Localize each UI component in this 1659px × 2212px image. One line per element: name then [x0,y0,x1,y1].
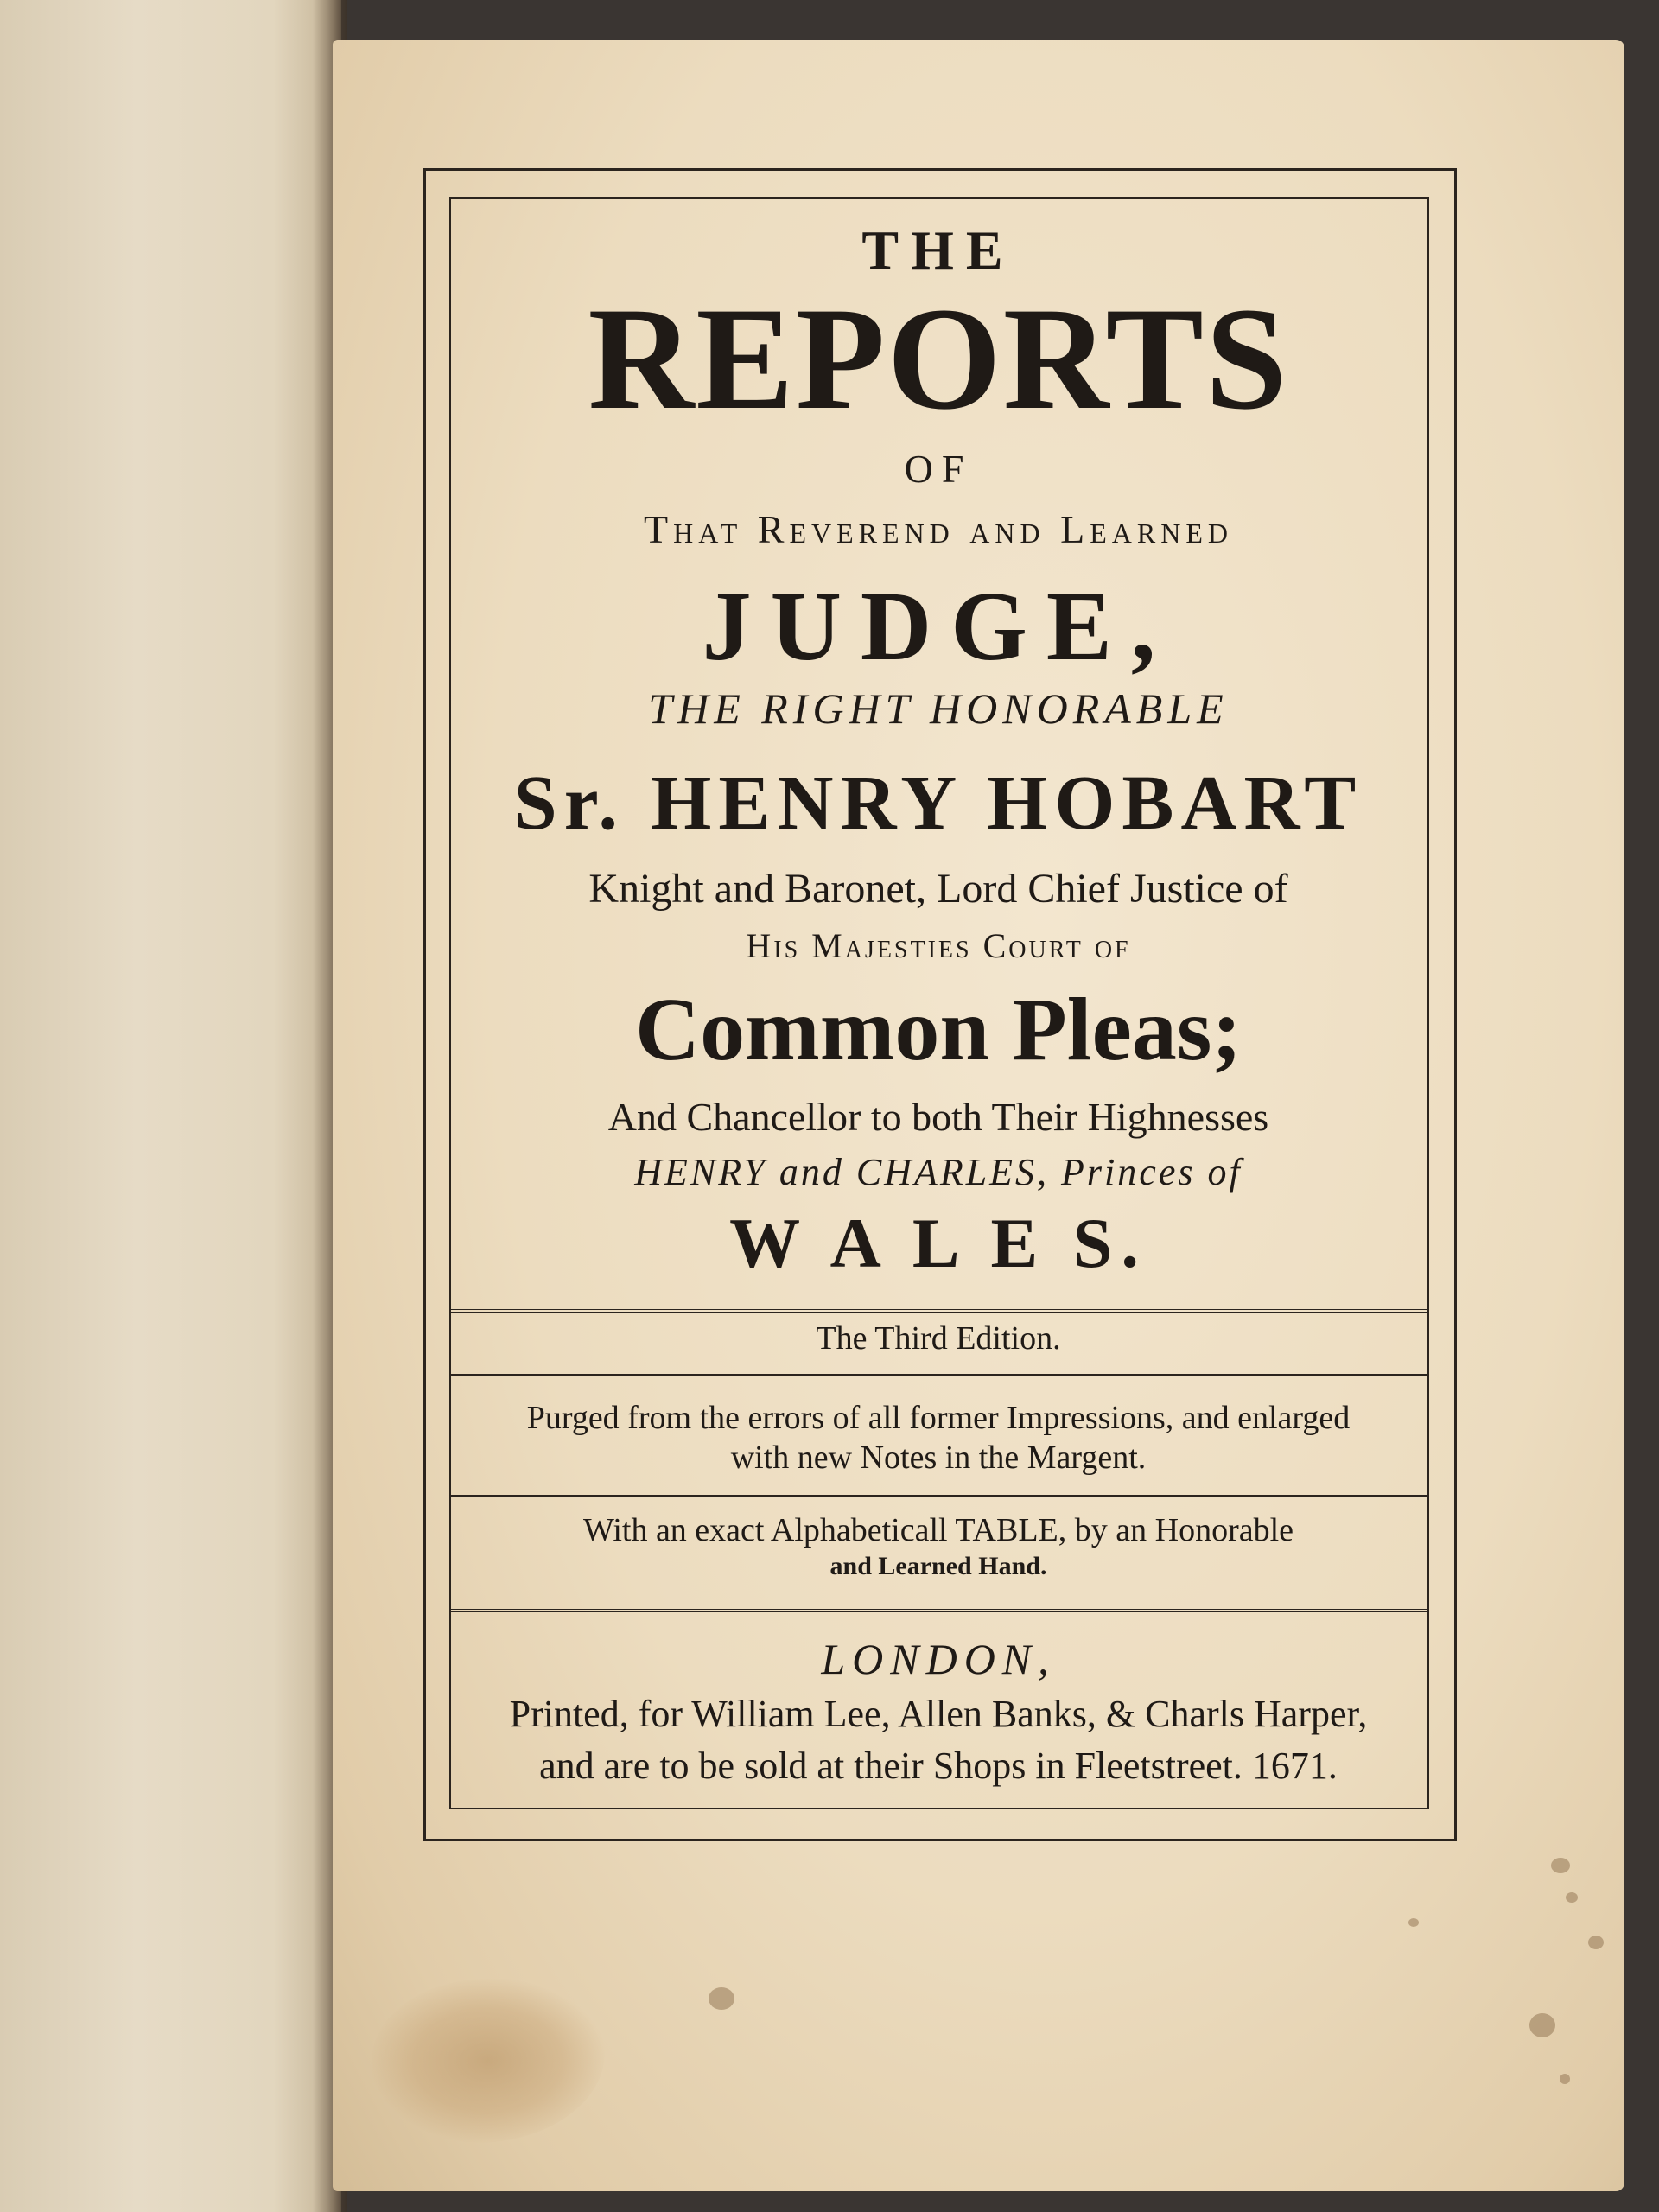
imprint-sold: and are to be sold at their Shops in Fleetstreet. 1671. [539,1745,1338,1787]
foxing-spot [709,1987,734,2010]
title-wales: W A L E S. [729,1204,1147,1282]
line-right-honorable: THE RIGHT HONORABLE [648,684,1229,733]
line-purged-1: Purged from the errors of all former Impressions, and enlarged [526,1400,1351,1436]
foxing-spot [1566,1892,1578,1903]
line-knight-baronet: Knight and Baronet, Lord Chief Justice of [588,866,1288,912]
rule-4 [449,1609,1427,1612]
line-chancellor: And Chancellor to both Their Highnesses [607,1095,1269,1139]
line-majesties-court: His Majesties Court of [746,926,1131,965]
line-princes: HENRY and CHARLES, Princes of [634,1151,1243,1193]
imprint-printed: Printed, for William Lee, Allen Banks, & Charls Harper, [509,1693,1368,1735]
left-blank-page [0,0,341,2212]
foxing-spot [1551,1858,1570,1873]
rule-3 [449,1495,1427,1497]
title-reports: REPORTS [588,277,1289,440]
title-of: OF [904,447,973,491]
title-common-pleas: Common Pleas; [635,980,1242,1079]
rule-2 [449,1374,1427,1376]
foxing-spot [1529,2013,1555,2037]
foxing-spot [1560,2074,1570,2084]
rule-1 [449,1309,1427,1313]
title-judge: JUDGE, [702,571,1175,681]
foxing-spot [1588,1936,1604,1949]
line-table-2: and Learned Hand. [830,1552,1047,1580]
line-edition: The Third Edition. [816,1320,1061,1357]
line-reverend-learned: That Reverend and Learned [643,507,1233,551]
imprint-london: LONDON, [821,1635,1056,1683]
title-the: THE [861,219,1015,281]
foxing-spot [1408,1918,1419,1927]
line-table-1: With an exact Alphabeticall TABLE, by an Honorable [582,1512,1294,1548]
judge-name: Sr. HENRY HOBART [513,760,1363,846]
line-purged-2: with new Notes in the Margent. [730,1440,1147,1476]
